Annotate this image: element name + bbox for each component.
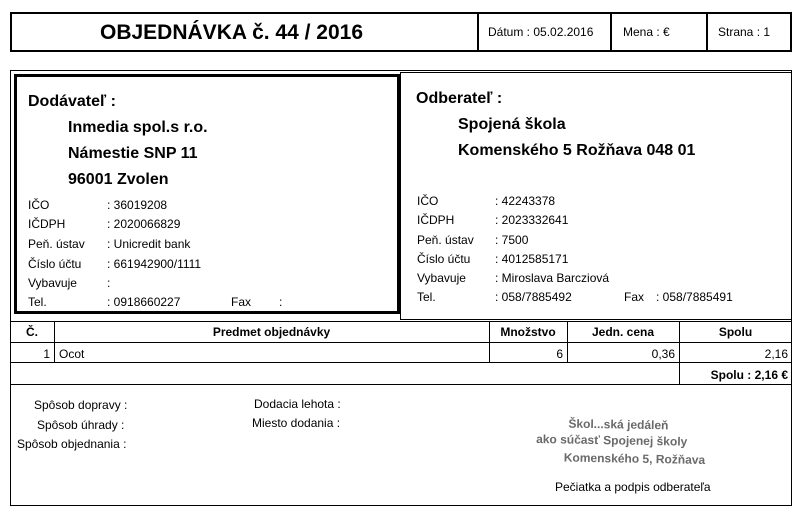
supplier-account-value: : 661942900/1111 <box>107 257 202 271</box>
col-unit-header: Jedn. cena <box>591 325 655 339</box>
items-table <box>10 321 792 387</box>
col-total-header: Spolu <box>718 325 753 339</box>
supplier-tel-label: Tel. <box>28 295 47 309</box>
customer-account-label: Číslo účtu <box>417 252 471 266</box>
stamp-line-3: Komenského 5, Rožňava <box>563 450 706 467</box>
supplier-account-label: Číslo účtu <box>28 257 82 271</box>
document-title: OBJEDNÁVKA č. 44 / 2016 <box>100 21 364 44</box>
row-item: Ocot <box>59 347 85 361</box>
customer-tel-value: : 058/7885492 <box>495 290 572 304</box>
customer-bank-label: Peň. ústav <box>417 233 474 247</box>
customer-account-value: : 4012585171 <box>495 252 569 266</box>
col-qty-header: Množstvo <box>500 325 556 339</box>
supplier-bank-label: Peň. ústav <box>28 237 85 251</box>
col-item-header: Predmet objednávky <box>212 325 331 339</box>
customer-ico-value: : 42243378 <box>495 194 556 208</box>
supplier-ico-label: IČO <box>28 198 50 212</box>
school-stamp <box>529 416 770 480</box>
date-field: Dátum : 05.02.2016 <box>488 25 594 39</box>
col-no-header: Č. <box>26 325 38 339</box>
supplier-bank-value: : Unicredit bank <box>107 237 191 251</box>
payment-label: Spôsob úhrady : <box>37 418 125 432</box>
row-qty: 6 <box>556 347 563 361</box>
sum-total: Spolu : 2,16 € <box>710 368 788 382</box>
customer-contact-label: Vybavuje <box>417 271 466 285</box>
supplier-city: 96001 Zvolen <box>68 171 169 188</box>
supplier-fax-value: : <box>279 295 283 309</box>
customer-box <box>400 72 792 320</box>
row-unit-price: 0,36 <box>651 347 675 361</box>
customer-icdph-label: IČDPH <box>417 213 455 227</box>
currency-field: Mena : € <box>623 25 670 39</box>
customer-fax-label: Fax <box>624 290 645 304</box>
customer-name: Spojená škola <box>458 116 566 133</box>
supplier-icdph-label: IČDPH <box>28 217 66 231</box>
supplier-icdph-value: : 2020066829 <box>107 217 181 231</box>
customer-heading: Odberateľ : <box>416 90 503 107</box>
customer-bank-value: : 7500 <box>495 233 529 247</box>
customer-ico-label: IČO <box>417 194 439 208</box>
customer-icdph-value: : 2023332641 <box>495 213 569 227</box>
supplier-contact-value: : <box>107 276 111 290</box>
supplier-heading: Dodávateľ : <box>28 93 116 110</box>
supplier-ico-value: : 36019208 <box>107 198 168 212</box>
page-field: Strana : 1 <box>718 25 771 39</box>
row-no: 1 <box>43 347 50 361</box>
delivery-term-label: Dodacia lehota : <box>254 397 341 411</box>
supplier-fax-label: Fax <box>231 295 252 309</box>
row-total: 2,16 <box>764 347 788 361</box>
ordering-label: Spôsob objednania : <box>17 437 127 451</box>
stamp-line-1: Škol...ská jedáleň <box>568 416 669 433</box>
transport-label: Spôsob dopravy : <box>34 398 128 412</box>
customer-contact-value: : Miroslava Barcziová <box>495 271 610 285</box>
supplier-name: Inmedia spol.s r.o. <box>68 119 208 136</box>
supplier-box <box>14 74 400 314</box>
signature-label: Pečiatka a podpis odberateľa <box>555 480 711 494</box>
delivery-place-label: Miesto dodania : <box>252 416 341 430</box>
customer-tel-label: Tel. <box>417 290 436 304</box>
customer-fax-value: : 058/7885491 <box>656 290 733 304</box>
supplier-tel-value: : 0918660227 <box>107 295 181 309</box>
supplier-contact-label: Vybavuje <box>28 276 77 290</box>
header-bar <box>10 12 792 52</box>
customer-address: Komenského 5 Rožňava 048 01 <box>458 142 696 159</box>
supplier-street: Námestie SNP 11 <box>68 145 198 162</box>
stamp-line-2: ako súčasť Spojenej školy <box>536 432 688 449</box>
